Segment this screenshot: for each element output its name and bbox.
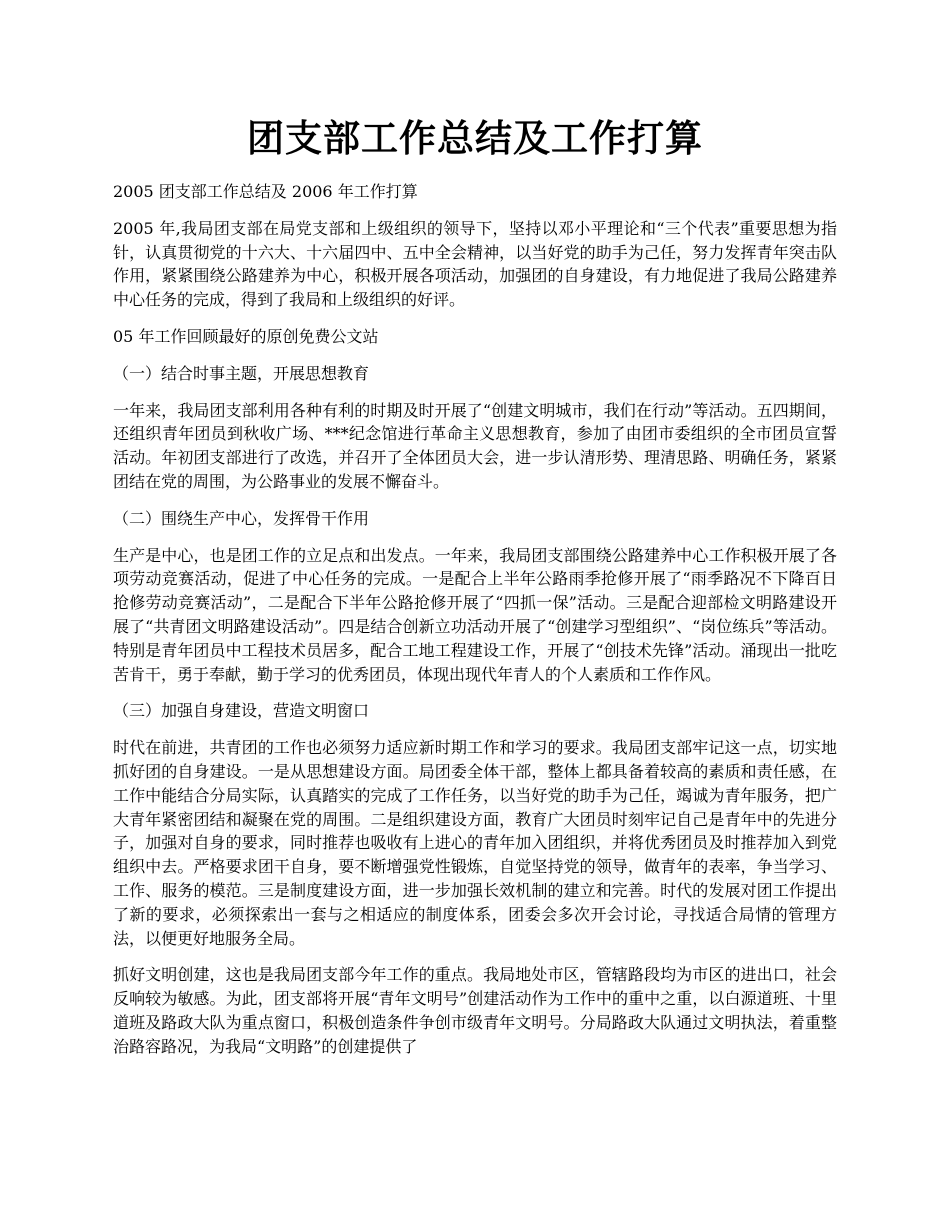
document-subtitle: 2005 团支部工作总结及 2006 年工作打算 <box>113 182 418 201</box>
paragraph-civilization: 抓好文明创建，这也是我局团支部今年工作的重点。我局地处市区，管辖路段均为市区的进出口，社会反响较为敏感。为此，团支部将开展“青年文明号”创建活动作为工作中的重中之重，以白源道班、十里道班及路政大队为重点窗口，积极创造条件争创市级青年文明号。分局路政大队通过文明执法，着重整治路容路况，为我局“文明路”的创建提供了 <box>113 965 837 1056</box>
paragraph-section-2: 生产是中心，也是团工作的立足点和出发点。一年来，我局团支部围绕公路建养中心工作积极开展了各项劳动竞赛活动，促进了中心任务的完成。一是配合上半年公路雨季抢修开展了“雨季路况不下降百日抢修劳动竞赛活动”，二是配合下半年公路抢修开展了“四抓一保”活动。三是配合迎部检文明路建设开展了“共青团文明路建设活动”。四是结合创新立功活动开展了“创建学习型组织”、“岗位练兵”等活动。特别是青年团员中工程技术员居多，配合工地工程建设工作，开展了“创技术先锋”活动。涌现出一批吃苦肯干，勇于奉献，勤于学习的优秀团员，体现出现代年青人的个人素质和工作作风。 <box>113 545 837 684</box>
paragraph-section-1: 一年来，我局团支部利用各种有利的时期及时开展了“创建文明城市，我们在行动”等活动。五四期间，还组织青年团员到秋收广场、***纪念馆进行革命主义思想教育，参加了由团市委组织的全市团员宣誓活动。年初团支部进行了改选，并召开了全体团员大会，进一步认清形势、理清思路、明确任务，紧紧团结在党的周围，为公路事业的发展不懈奋斗。 <box>113 400 837 491</box>
document-page <box>113 0 837 1059</box>
paragraph-intro: 2005 年,我局团支部在局党支部和上级组织的领导下，坚持以邓小平理论和“三个代表”重要思想为指针，认真贯彻党的十六大、十六届四中、五中全会精神，以当好党的助手为己任，努力发挥青年突击队作用，紧紧围绕公路建养为中心，积极开展各项活动，加强团的自身建设，有力地促进了我局公路建养中心任务的完成，得到了我局和上级组织的好评。 <box>113 218 837 310</box>
section-heading-1: （一）结合时事主题，开展思想教育 <box>113 363 370 383</box>
paragraph-review-heading: 05 年工作回顾最好的原创免费公文站 <box>113 326 379 346</box>
paragraph-section-3: 时代在前进，共青团的工作也必须努力适应新时期工作和学习的要求。我局团支部牢记这一点，切实地抓好团的自身建设。一是从思想建设方面。局团委全体干部，整体上都具备着较高的素质和责任感，在工作中能结合分局实际，认真踏实的完成了工作任务，以当好党的助手为己任，竭诚为青年服务，把广大青年紧密团结和凝聚在党的周围。二是组织建设方面，教育广大团员时刻牢记自己是青年中的先进分子，加强对自身的要求，同时推荐也吸收有上进心的青年加入团组织，并将优秀团员及时推荐加入到党组织中去。严格要求团干自身，要不断增强党性锻炼，自觉坚持党的领导，做青年的表率，争当学习、工作、服务的模范。三是制度建设方面，进一步加强长效机制的建立和完善。时代的发展对团工作提出了新的要求，必须探索出一套与之相适应的制度体系，团委会多次开会讨论，寻找适合局情的管理方法，以便更好地服务全局。 <box>113 738 837 948</box>
section-heading-3: （三）加强自身建设，营造文明窗口 <box>113 701 370 721</box>
document-title: 团支部工作总结及工作打算 <box>247 116 703 160</box>
section-heading-2: （二）围绕生产中心，发挥骨干作用 <box>113 508 370 528</box>
